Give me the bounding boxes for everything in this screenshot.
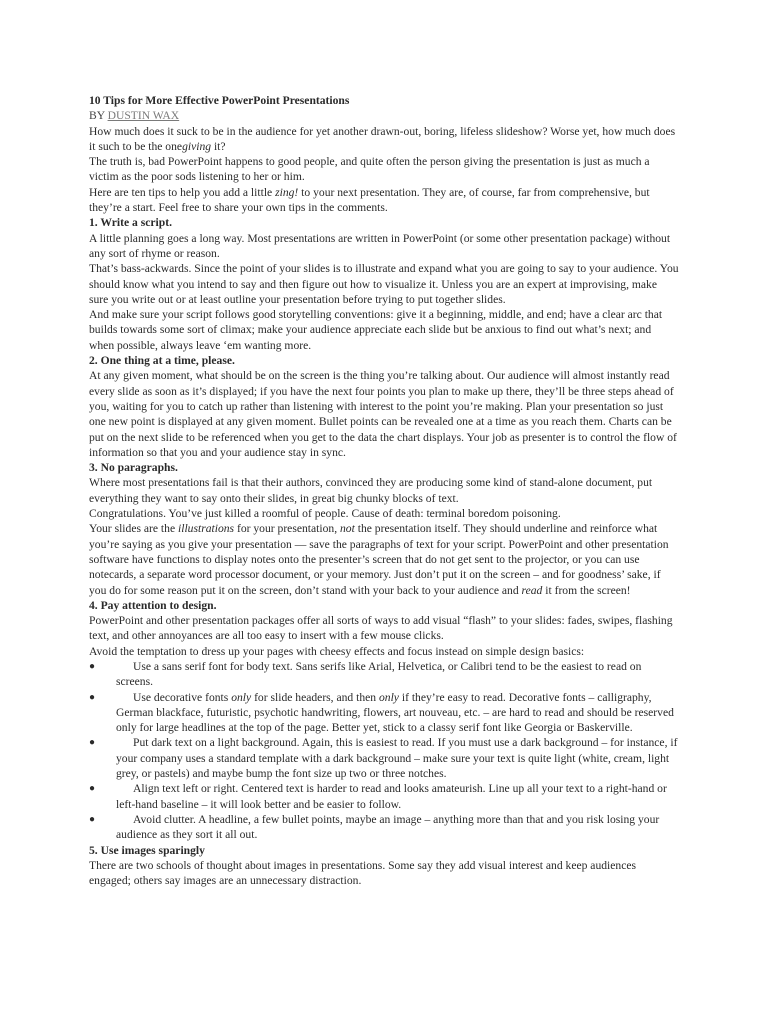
text-run: Use decorative fonts bbox=[133, 690, 232, 704]
list-item-text bbox=[116, 735, 679, 781]
bullet-icon: ● bbox=[89, 737, 96, 749]
bullet-icon: ● bbox=[89, 691, 96, 703]
body-paragraph bbox=[89, 231, 679, 262]
list-item-text bbox=[116, 690, 679, 736]
bullet-icon: ● bbox=[89, 813, 96, 825]
emphasis-text: zing! bbox=[275, 185, 299, 199]
emphasis-text: not bbox=[340, 522, 355, 536]
design-tips-list bbox=[89, 659, 679, 843]
document-page bbox=[89, 93, 679, 888]
text-run: if they’re easy to read. Decorative fonts – calligraphy, German blackface, futuristic, psychotic handwriting, flowers, art nouveau, etc. – are hard to read and should be reserved only for large headlines at the top of the page. Better yet, stick to a classy serif font like Georgia or Baskerville. bbox=[116, 690, 674, 735]
emphasis-text: illustrations bbox=[178, 522, 235, 536]
text-run: Use a sans serif font for body text. Sans serifs like Arial, Helvetica, or Calibri tend to be the easiest to read on screens. bbox=[116, 659, 642, 689]
body-paragraph bbox=[89, 506, 679, 521]
body-paragraph bbox=[89, 475, 679, 506]
text-run: to your next presentation. They are, of course, far from comprehensive, but they’re a start. Feel free to share your own tips in the comments. bbox=[89, 185, 650, 215]
tip-section bbox=[89, 353, 679, 460]
text-run: Your slides are the bbox=[89, 522, 178, 536]
text-run: PowerPoint and other presentation packages offer all sorts of ways to add visual “flash” to your slides: fades, swipes, flashing text, and other annoyances are all too easy to insert with a few mouse clicks. bbox=[89, 614, 673, 643]
emphasis-text: read bbox=[521, 583, 543, 597]
text-run: That’s bass-ackwards. Since the point of your slides is to illustrate and expand what you are going to say to your audience. You should know what you intend to say and then figure out how to visualize it. Unless you are an expert at improvising, make sure you write out or at least outline your presentation before trying to put together slides. bbox=[89, 262, 679, 306]
tip-section bbox=[89, 460, 679, 598]
tip-heading: 1. Write a script. bbox=[89, 216, 172, 230]
article-title: 10 Tips for More Effective PowerPoint Presentations bbox=[89, 94, 350, 107]
text-run: There are two schools of thought about images in presentations. Some say they add visual interest and keep audiences engaged; others say images are an unnecessary distraction. bbox=[89, 858, 637, 888]
byline-prefix: BY bbox=[89, 109, 108, 123]
intro-paragraph bbox=[89, 124, 679, 155]
text-run: At any given moment, what should be on the screen is the thing you’re talking about. Our audience will almost instantly read every slide as soon as it’s displayed; if you have the next four points you plan to make up there, they’ll be three steps ahead of you, waiting for you to catch up rather than listening with interest to the point you’re making. Plan your presentation so just one new point is displayed at any given moment. Bullet points can be revealed one at a time as you reach them. Charts can be put on the next slide to be referenced when you get to the data the chart displays. Your job as presenter is to control the flow of information so that you and your audience stay in sync. bbox=[89, 369, 677, 459]
list-item-text bbox=[116, 781, 679, 812]
text-run: Put dark text on a light background. Again, this is easiest to read. If you must use a dark background – for instance, if your company uses a standard template with a dark background – make sure your text is quite light (white, cream, light grey, or pastels) and maybe bump the font size up two or three notches. bbox=[116, 736, 678, 781]
list-item bbox=[89, 781, 679, 812]
intro-paragraph bbox=[89, 185, 679, 216]
byline bbox=[89, 108, 679, 123]
list-item bbox=[89, 735, 679, 781]
text-run: for slide headers, and then bbox=[251, 690, 379, 704]
tip-section bbox=[89, 215, 679, 353]
emphasis-text: only bbox=[378, 690, 399, 704]
list-item-text bbox=[116, 659, 679, 690]
body-paragraph bbox=[89, 368, 679, 460]
text-run: Align text left or right. Centered text is harder to read and looks amateurish. Line up all your text to a right-hand or left-hand baseline – it will look better and be easier to follow. bbox=[116, 782, 667, 811]
intro-section bbox=[89, 124, 679, 216]
text-run: it? bbox=[211, 139, 226, 153]
emphasis-text: giving bbox=[182, 139, 212, 153]
body-paragraph bbox=[89, 521, 679, 597]
list-item bbox=[89, 690, 679, 736]
text-run: Avoid clutter. A headline, a few bullet points, maybe an image – anything more than that and you risk losing your audience as they sort it all out. bbox=[116, 812, 660, 842]
text-run: the presentation itself. They should underline and reinforce what you’re saying as you give your presentation — save the paragraphs of text for your script. PowerPoint and other presentation software have functions to display notes onto the presenter’s screen that do not get sent to the projector, or you can use notecards, a separate word processor document, or your memory. Just don’t put it on the screen – and for goodness’ sake, if you do for some reason put it on the screen, don’t stand with your back to your audience and bbox=[89, 522, 669, 597]
text-run: Here are ten tips to help you add a little bbox=[89, 185, 276, 199]
body-paragraph bbox=[89, 307, 679, 353]
emphasis-text: only bbox=[231, 690, 252, 704]
tip-heading: 3. No paragraphs. bbox=[89, 461, 178, 475]
list-item-text bbox=[116, 812, 679, 843]
text-run: A little planning goes a long way. Most presentations are written in PowerPoint (or some other presentation package) without any sort of rhyme or reason. bbox=[89, 231, 671, 260]
body-paragraph bbox=[89, 261, 679, 307]
text-run: for your presentation, bbox=[234, 522, 340, 536]
intro-paragraph bbox=[89, 154, 679, 185]
list-item bbox=[89, 812, 679, 843]
text-run: How much does it suck to be in the audience for yet another drawn-out, boring, lifeless slideshow? Worse yet, how much does it such to be the one bbox=[89, 124, 676, 153]
text-run: Where most presentations fail is that their authors, convinced they are producing some kind of stand-alone document, put everything they want to say onto their slides, in great big chunky blocks of text. bbox=[89, 476, 653, 505]
list-item bbox=[89, 659, 679, 690]
text-run: The truth is, bad PowerPoint happens to good people, and quite often the person giving the presentation is just as much a victim as the poor sods listening to her or him. bbox=[89, 155, 650, 184]
body-paragraph bbox=[89, 644, 679, 659]
author-link[interactable]: DUSTIN WAX bbox=[107, 109, 180, 123]
tip-heading: 2. One thing at a time, please. bbox=[89, 354, 235, 368]
text-run: And make sure your script follows good storytelling conventions: give it a beginning, middle, and end; have a clear arc that builds towards some sort of climax; make your audience appreciate each slide but be anxious to find out what’s next; and when possible, always leave ‘em wanting more. bbox=[89, 308, 663, 352]
tip-heading: 4. Pay attention to design. bbox=[89, 598, 217, 612]
tip-section bbox=[89, 843, 679, 889]
body-paragraph bbox=[89, 858, 679, 889]
text-run: it from the screen! bbox=[542, 583, 631, 597]
tip-heading: 5. Use images sparingly bbox=[89, 843, 205, 857]
tip-section bbox=[89, 598, 679, 843]
text-run: Avoid the temptation to dress up your pages with cheesy effects and focus instead on simple design basics: bbox=[89, 644, 585, 658]
bullet-icon: ● bbox=[89, 660, 96, 672]
bullet-icon: ● bbox=[89, 783, 96, 795]
article-body bbox=[89, 215, 679, 888]
body-paragraph bbox=[89, 613, 679, 644]
text-run: Congratulations. You’ve just killed a roomful of people. Cause of death: terminal boredom poisoning. bbox=[89, 507, 561, 521]
